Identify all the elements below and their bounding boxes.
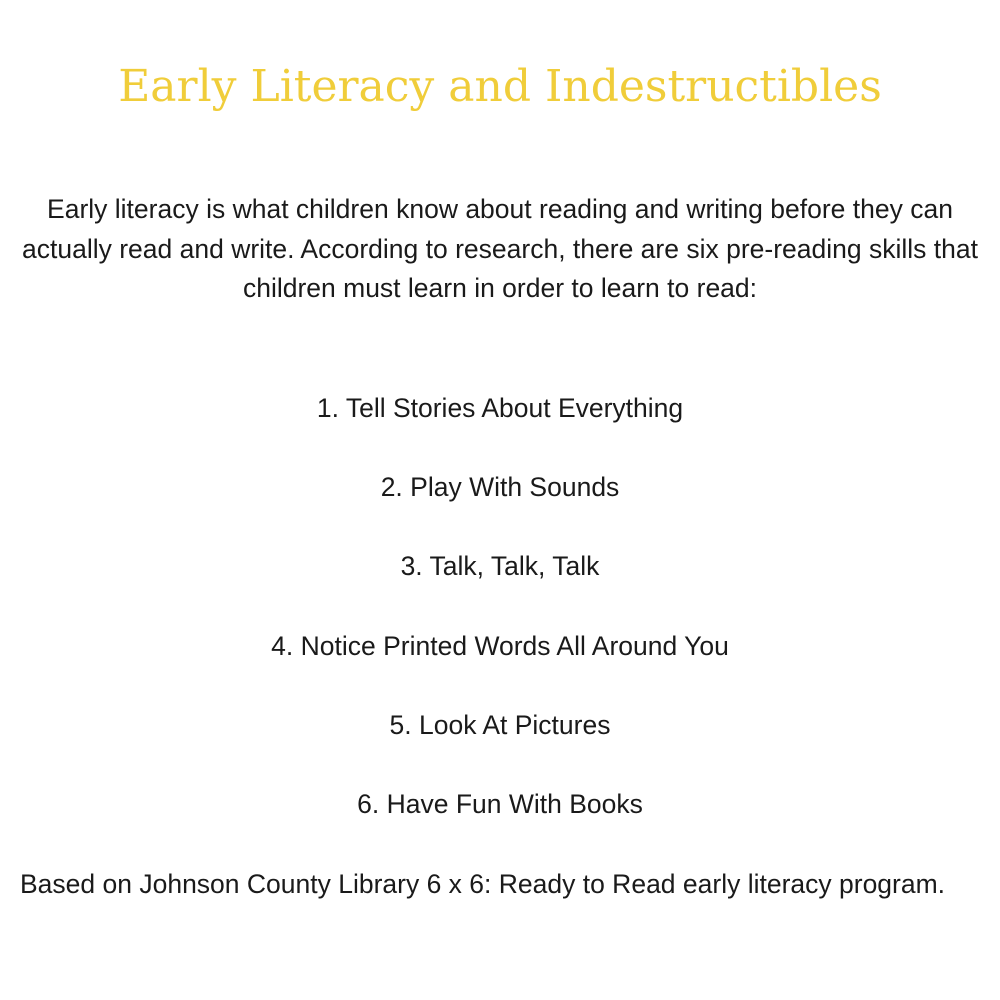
- skill-item-2: 2. Play With Sounds: [380, 472, 620, 502]
- skill-item-1: 1. Tell Stories About Everything: [316, 393, 684, 423]
- skill-item-5: 5. Look At Pictures: [389, 710, 611, 740]
- skill-item-3: 3. Talk, Talk, Talk: [400, 551, 600, 581]
- skill-item-4: 4. Notice Printed Words All Around You: [271, 631, 729, 661]
- intro-paragraph: Early literacy is what children know about reading and writing before they can actually read and write. According to research, there are six pre-reading skills that children must learn in order to learn to read:: [22, 194, 978, 303]
- page-title: Early Literacy and Indestructibles: [118, 61, 882, 112]
- source-note: Based on Johnson County Library 6 x 6: Ready to Read early literacy program.: [20, 869, 946, 899]
- skill-item-6: 6. Have Fun With Books: [357, 789, 643, 819]
